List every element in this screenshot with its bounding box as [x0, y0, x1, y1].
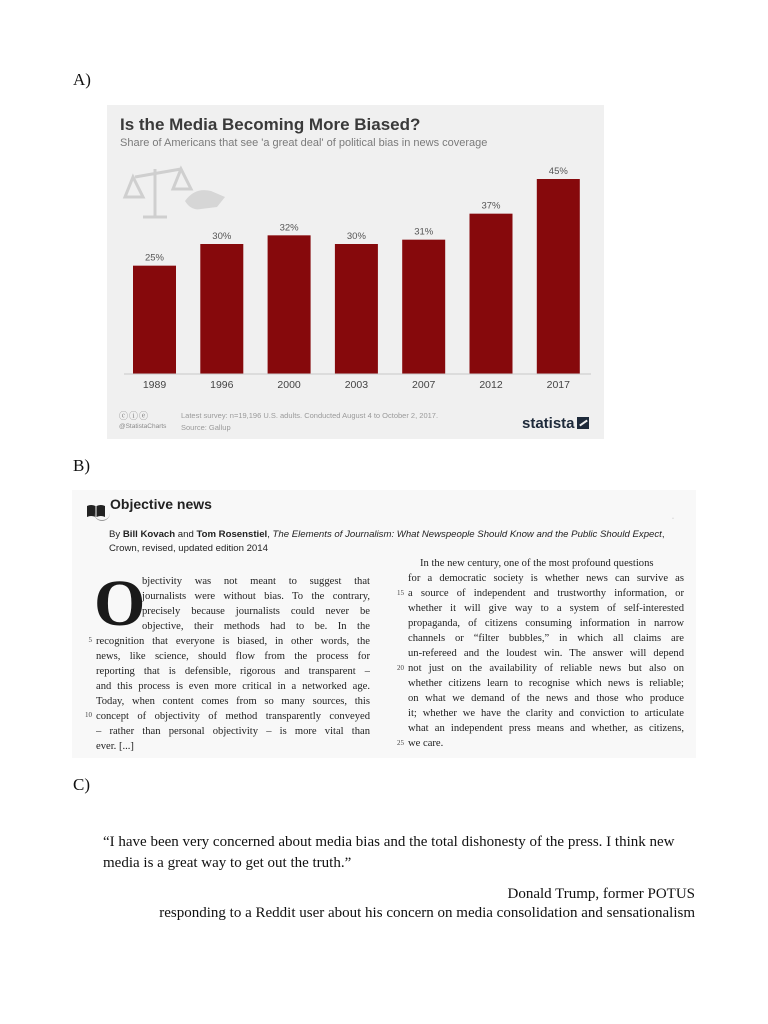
left-line: Today, when content comes from so many sources, this: [96, 696, 370, 707]
chart-title: Is the Media Becoming More Biased?: [120, 115, 421, 134]
left-line: precisely because journalists could never be: [142, 606, 370, 617]
left-line: journalists were without bias. To the contrary,: [142, 591, 370, 602]
x-tick-2012: 2012: [479, 379, 503, 391]
line-number: 25: [397, 739, 404, 747]
section-label-a: A): [73, 70, 91, 89]
article-heading-text: Objective news: [110, 496, 212, 512]
author-2: Tom Rosenstiel: [196, 529, 268, 540]
value-label-1989: 25%: [144, 252, 165, 264]
right-line: un-refereed and the loudest win. The answer will depend: [408, 648, 684, 659]
right-line: a source of independent and trustworthy information, or: [408, 588, 684, 599]
right-column: [408, 556, 684, 751]
right-line: it; whether we have the clarity and conviction to articulate: [408, 708, 684, 719]
drop-cap: O: [94, 567, 146, 640]
right-line: whether citizens learn to recognise which news is reliable;: [408, 678, 684, 689]
line-number: 20: [397, 664, 404, 672]
chart-source-note: [181, 410, 438, 434]
right-line: whether it will give way to a system of self-interested: [408, 603, 684, 614]
bar-2012: [470, 214, 513, 374]
left-line: ever. [...]: [96, 741, 134, 752]
margin-dot: ·: [672, 516, 674, 522]
creative-commons-icon: ⓒⓘⓔ: [119, 411, 150, 421]
book-title: The Elements of Journalism: What Newspeople Should Know and the Public Should Expect: [272, 529, 662, 540]
scales-of-justice-icon: [125, 169, 225, 217]
source-line: Source: Gallup: [181, 423, 231, 432]
byline-sep: ,: [267, 529, 273, 540]
statista-mark-icon: [577, 417, 589, 429]
right-line: we care.: [408, 738, 444, 749]
right-line: channels or “filter bubbles,” in which all claims are: [408, 633, 684, 644]
right-line: for a democratic society is whether news can survive as: [408, 573, 684, 584]
bar-2003: [335, 244, 378, 374]
bar-1996: [200, 244, 243, 374]
right-line: on what we demand of the news and those who produce: [408, 693, 684, 704]
line-number: 10: [85, 711, 92, 719]
author-1: Bill Kovach: [122, 529, 176, 540]
attribution-name: Donald Trump, former POTUS: [507, 886, 695, 902]
value-label-2007: 31%: [414, 226, 434, 238]
value-label-2003: 30%: [346, 231, 366, 242]
quote-attribution: [159, 885, 695, 923]
line-number: 15: [397, 589, 404, 597]
right-line: not just on the availability of reliable news but also on: [408, 663, 684, 674]
right-line: what an independent press means and whether, as citizens,: [408, 723, 684, 734]
bar-2017: [537, 179, 580, 374]
heading-underline: [94, 512, 110, 521]
left-line: and this process is even more critical in a networked age.: [96, 681, 370, 692]
x-tick-1996: 1996: [210, 379, 234, 391]
right-line: propaganda, of citizens consuming information in narrow: [408, 618, 684, 629]
value-label-2012: 37%: [481, 200, 501, 212]
article-excerpt: [72, 490, 696, 758]
bar-2000: [268, 235, 311, 374]
value-label-2000: 32%: [279, 222, 299, 234]
section-label-b: B): [73, 456, 90, 475]
line-number: 5: [88, 636, 92, 644]
x-tick-2017: 2017: [546, 379, 570, 391]
statista-logo: [522, 415, 589, 432]
left-line: objective, their methods had to be. In the: [142, 621, 370, 632]
statista-brand-text: statista: [522, 415, 575, 432]
left-line: – rather than personal objectivity – is more vital than: [96, 726, 370, 737]
value-label-1996: 30%: [212, 231, 232, 242]
left-line: news, like science, should flow from the process for: [96, 651, 370, 662]
statista-handle: @StatistaCharts: [119, 423, 167, 430]
value-label-2017: 45%: [548, 166, 568, 177]
bar-1989: [133, 266, 176, 374]
quote-text: “I have been very concerned about media bias and the total dishonesty of the press. I think new media is a great way to get out the truth.”: [103, 834, 675, 871]
chart-subtitle: Share of Americans that see 'a great deal' of political bias in news coverage: [120, 137, 488, 149]
byline-by: By: [109, 529, 123, 540]
book-edition: , Crown, revised, updated edition 2014: [109, 529, 665, 554]
bar-2007: [402, 240, 445, 374]
left-line: reporting that is defensible, rigorous and transparent –: [96, 666, 370, 677]
left-line: concept of objectivity of method transparently conveyed: [96, 711, 370, 722]
byline-and: and: [175, 529, 197, 540]
survey-note: Latest survey: n=19,196 U.S. adults. Conducted August 4 to October 2, 2017.: [181, 411, 439, 420]
section-label-c: C): [73, 775, 90, 794]
left-column: [94, 567, 370, 754]
left-line: recognition that everyone is biased, in other words, the: [96, 636, 370, 647]
byline: [109, 528, 669, 556]
x-tick-2003: 2003: [344, 379, 369, 391]
chart-svg: [107, 105, 604, 439]
left-line: bjectivity was not meant to suggest that: [142, 576, 370, 587]
bar-chart-panel: [107, 105, 604, 439]
attribution-context: responding to a Reddit user about his concern on media consolidation and sensationalism: [159, 905, 695, 921]
x-tick-1989: 1989: [142, 379, 167, 391]
right-line: In the new century, one of the most profound questions: [420, 558, 654, 569]
x-tick-2007: 2007: [412, 379, 436, 391]
x-tick-2000: 2000: [277, 379, 301, 391]
